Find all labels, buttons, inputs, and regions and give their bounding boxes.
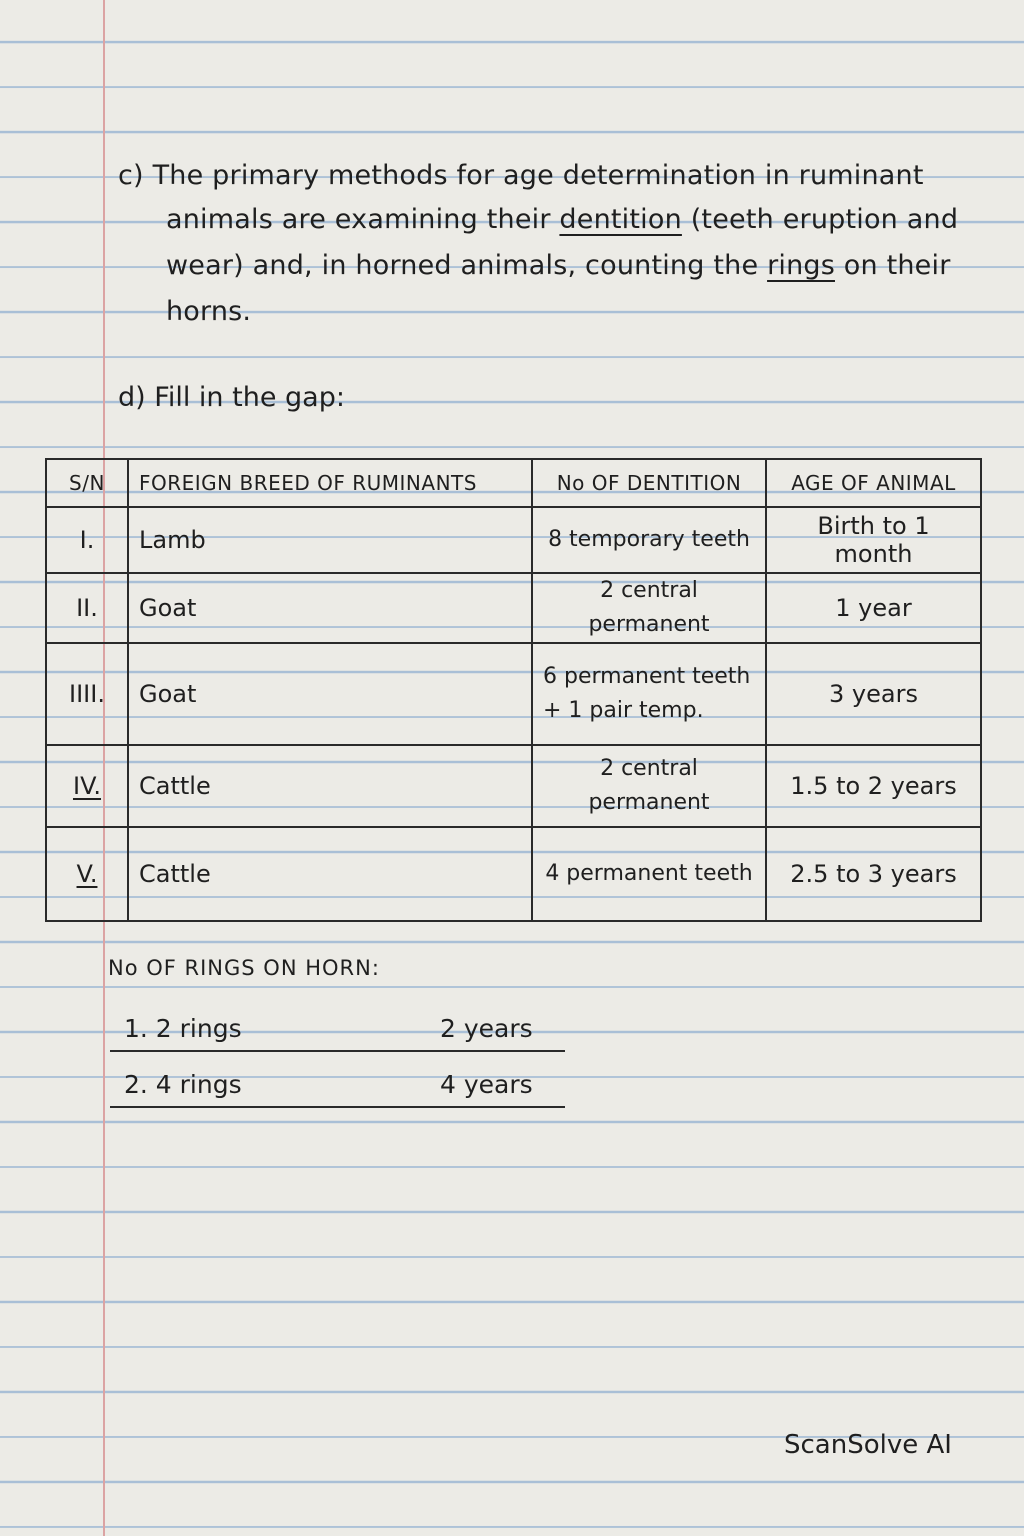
horn-ring-value: 4 years <box>440 1070 533 1099</box>
part-c-text-3a: wear) and, in horned animals, counting the <box>166 250 768 281</box>
part-d-text: Fill in the gap: <box>154 382 345 413</box>
row-breed: Goat <box>128 573 532 643</box>
part-c-text-3b: on their <box>834 250 951 281</box>
row-age: 2.5 to 3 years <box>766 827 981 921</box>
row-dentition: 2 central permanent <box>532 745 766 827</box>
row-age: Birth to 1 month <box>766 507 981 573</box>
table-header-row <box>46 459 981 507</box>
header-breed: FOREIGN BREED OF RUMINANTS <box>128 459 532 507</box>
table-row <box>46 573 981 643</box>
row-age: 1 year <box>766 573 981 643</box>
horn-ring-label: 2. 4 rings <box>124 1070 242 1099</box>
horn-ring-value: 2 years <box>440 1014 533 1043</box>
row-dentition: 4 permanent teeth <box>532 827 766 921</box>
answer-rings: rings <box>767 250 835 281</box>
part-c-line-2 <box>166 204 958 235</box>
part-d-heading <box>118 382 345 413</box>
horn-ring-row <box>110 1008 565 1052</box>
header-sn: S/N <box>46 459 128 507</box>
part-c-text-2b: (teeth eruption and <box>681 204 959 235</box>
part-c-label: c) <box>118 160 144 191</box>
row-dentition-line-2: + 1 pair temp. <box>543 698 704 723</box>
header-age: AGE OF ANIMAL <box>766 459 981 507</box>
answer-dentition: dentition <box>559 204 682 235</box>
dentition-table <box>45 458 982 922</box>
table-row <box>46 745 981 827</box>
part-c-line-4: horns. <box>166 296 252 327</box>
row-breed: Lamb <box>128 507 532 573</box>
row-dentition-line-1: 6 permanent teeth <box>543 664 751 689</box>
horn-rings-title: No OF RINGS ON HORN: <box>108 956 380 980</box>
part-c-line-1 <box>118 160 924 191</box>
row-dentition: 2 central permanent <box>532 573 766 643</box>
row-breed: Cattle <box>128 745 532 827</box>
table-row <box>46 643 981 745</box>
part-c-line-3 <box>166 250 951 281</box>
row-dentition <box>532 643 766 745</box>
row-sn: II. <box>46 573 128 643</box>
row-age: 3 years <box>766 643 981 745</box>
row-age: 1.5 to 2 years <box>766 745 981 827</box>
header-dentition: No OF DENTITION <box>532 459 766 507</box>
horn-ring-row <box>110 1064 565 1108</box>
row-breed: Goat <box>128 643 532 745</box>
row-sn: IIII. <box>46 643 128 745</box>
row-sn: V. <box>46 827 128 921</box>
row-breed: Cattle <box>128 827 532 921</box>
horn-ring-label: 1. 2 rings <box>124 1014 242 1043</box>
table-row <box>46 507 981 573</box>
row-dentition: 8 temporary teeth <box>532 507 766 573</box>
part-c-text-2a: animals are examining their <box>166 204 560 235</box>
row-sn: IV. <box>46 745 128 827</box>
table-row <box>46 827 981 921</box>
part-c-text-1: The primary methods for age determination in ruminant <box>152 160 924 191</box>
brand-watermark: ScanSolve AI <box>784 1430 952 1460</box>
row-sn: I. <box>46 507 128 573</box>
part-d-label: d) <box>118 382 146 413</box>
